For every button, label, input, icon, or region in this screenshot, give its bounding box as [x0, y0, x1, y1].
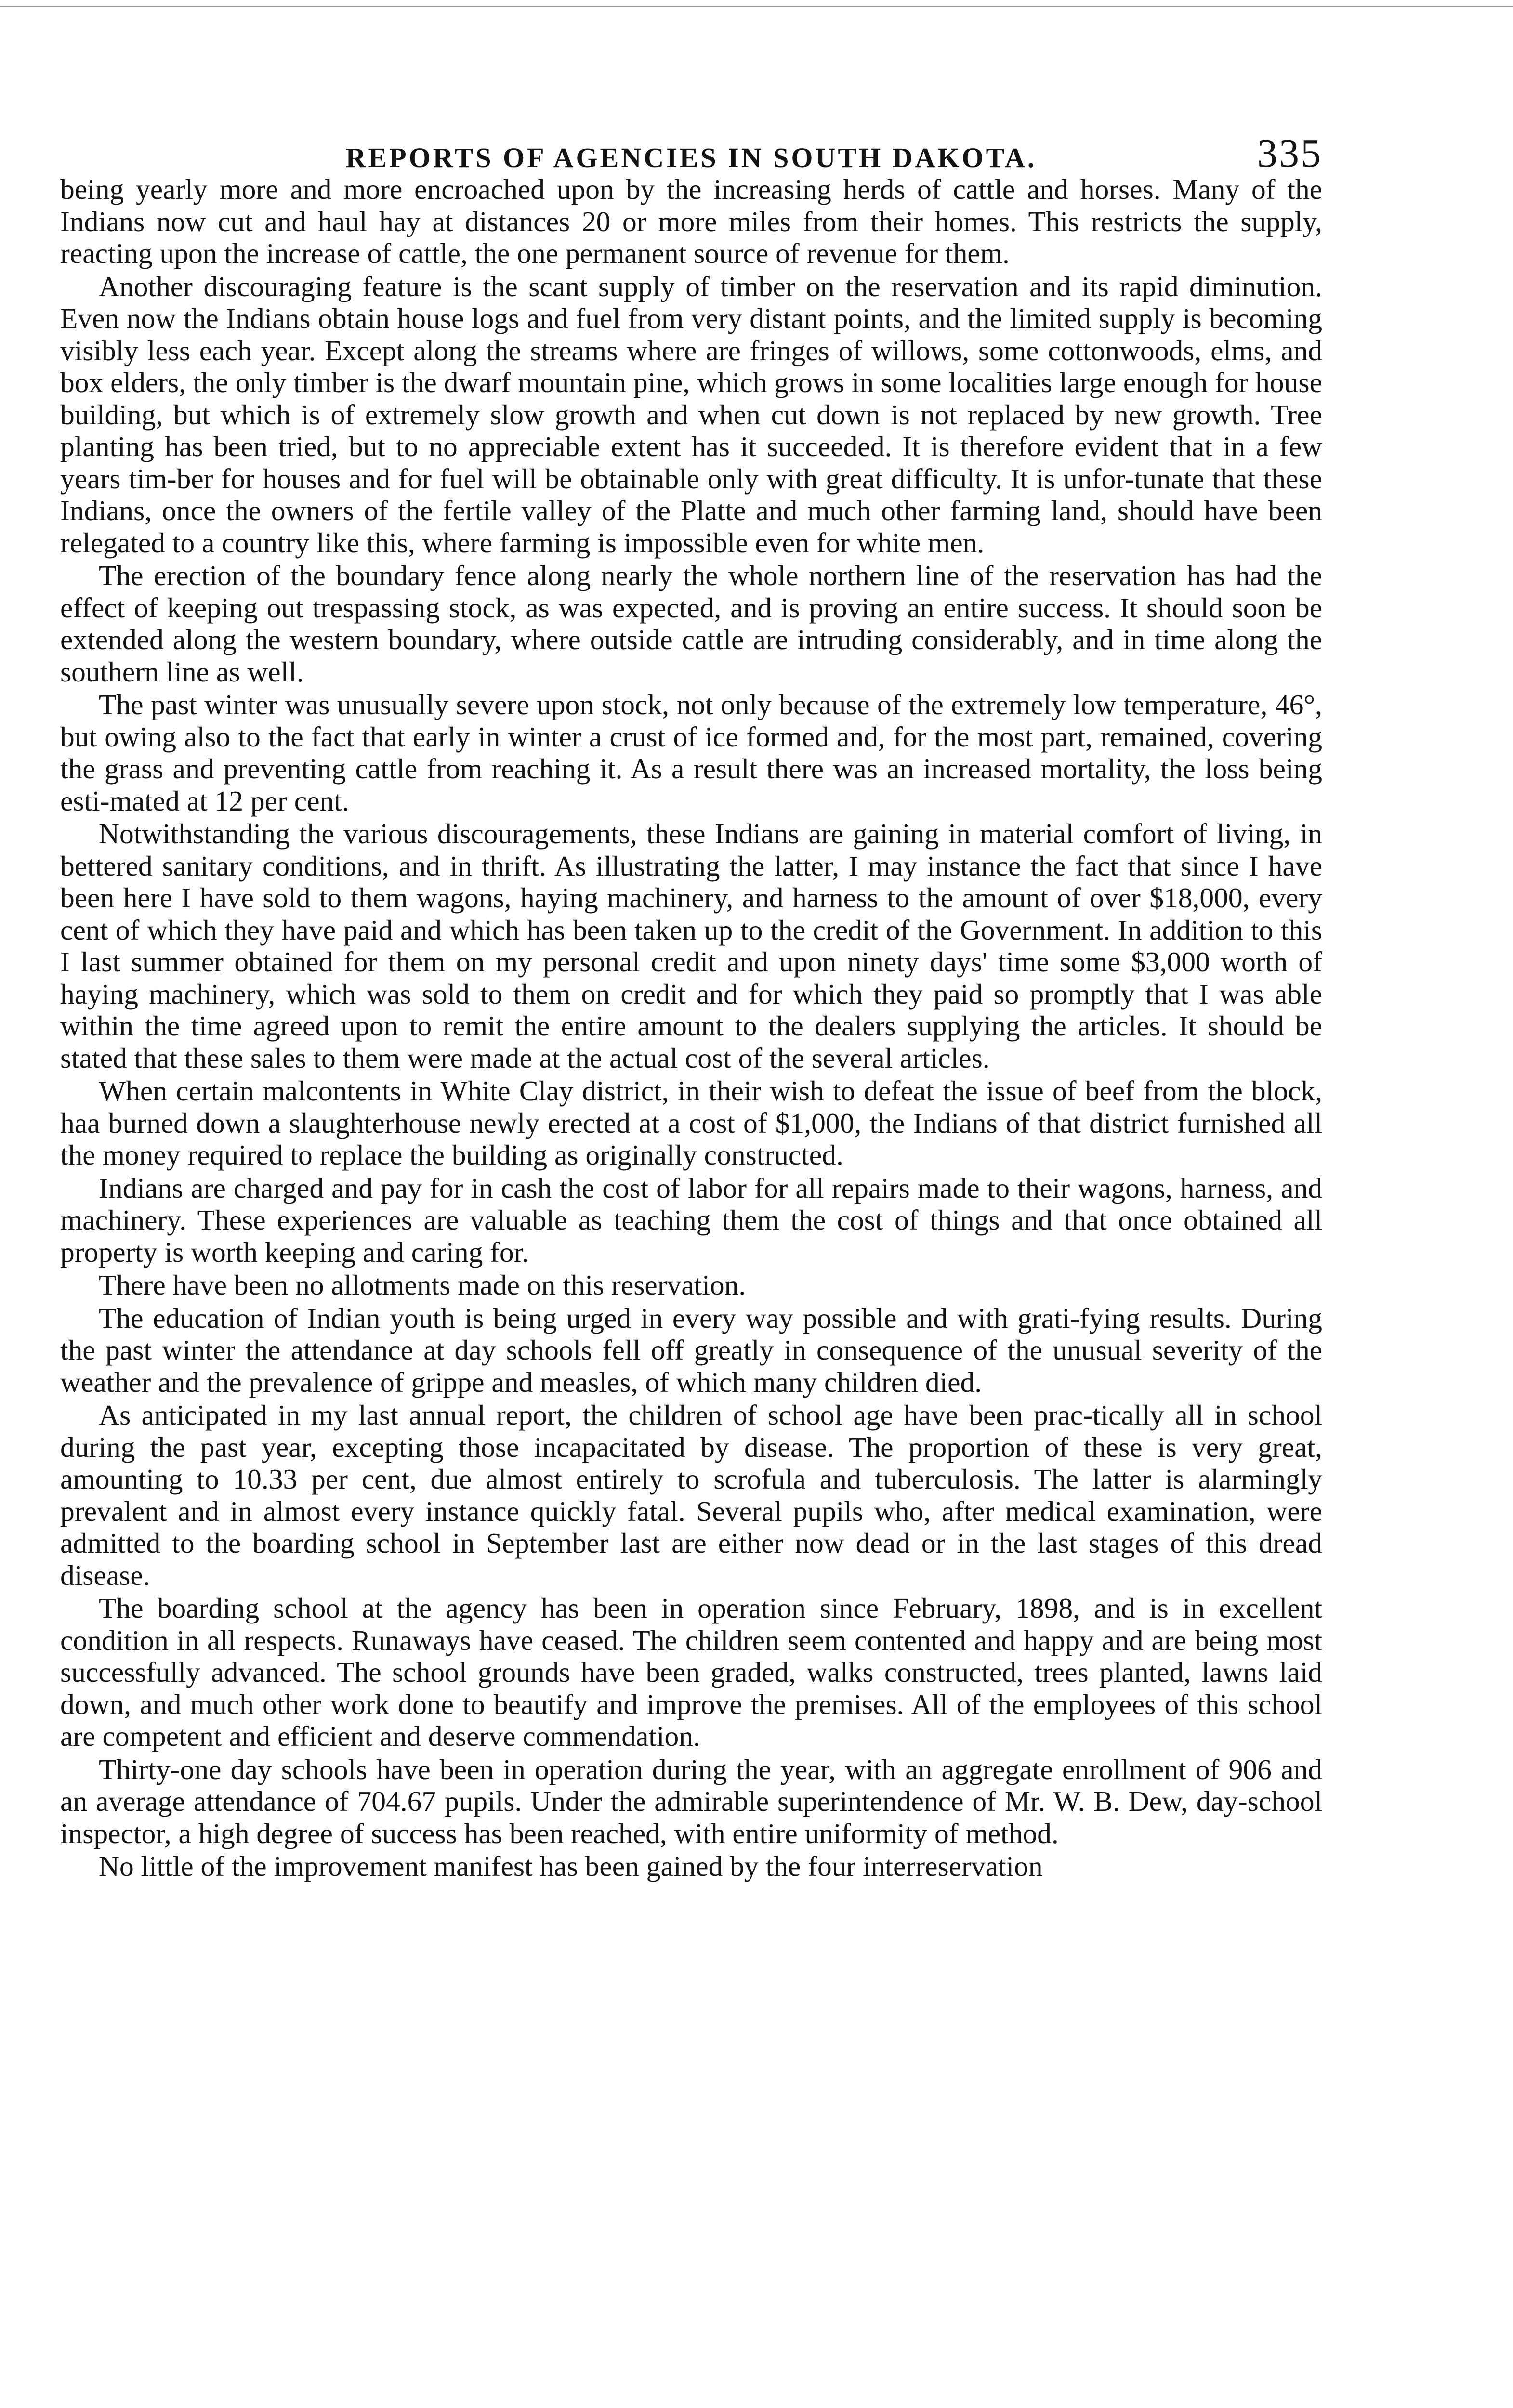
running-title: REPORTS OF AGENCIES IN SOUTH DAKOTA.	[345, 142, 1037, 173]
top-edge-rule	[0, 6, 1513, 7]
paragraph-education: The education of Indian youth is being urged in every way possible and with grati-fying results. During the past winter the attendance at day schools fell off greatly in consequence of the unusual severity of the weather and the prevalence of grippe and measles, of which many children died.	[60, 1302, 1322, 1398]
body-text	[60, 173, 1322, 1883]
paragraph-school-age: As anticipated in my last annual report, the children of school age have been prac-tically all in school during the past year, excepting those incapacitated by disease. The proportion of these is very great, amounting to 10.33 per cent, due almost entirely to scrofula and tuberculosis. The latter is alarmingly prevalent and in almost every instance quickly fatal. Several pupils who, after medical examination, were admitted to the boarding school in September last are either now dead or in the last stages of this dread disease.	[60, 1399, 1322, 1591]
paragraph-day-schools: Thirty-one day schools have been in operation during the year, with an aggregate enrollment of 906 and an average attendance of 704.67 pupils. Under the admirable superintendence of Mr. W. B. Dew, day-school inspector, a high degree of success has been reached, with entire uniformity of method.	[60, 1753, 1322, 1849]
document-page	[60, 111, 1322, 1884]
paragraph-boarding-school: The boarding school at the agency has been in operation since February, 1898, and is in excellent condition in all respects. Runaways have ceased. The children seem contented and happy and are being most successfully advanced. The school grounds have been graded, walks constructed, trees planted, lawns laid down, and much other work done to beautify and improve the premises. All of the employees of this school are competent and efficient and deserve commendation.	[60, 1592, 1322, 1752]
paragraph-winter: The past winter was unusually severe upon stock, not only because of the extremely low temperature, 46°, but owing also to the fact that early in winter a crust of ice formed and, for the most part, remained, covering the grass and preventing cattle from reaching it. As a result there was an increased mortality, the loss being esti-mated at 12 per cent.	[60, 689, 1322, 817]
paragraph-white-clay: When certain malcontents in White Clay district, in their wish to defeat the issue of beef from the block, haa burned down a slaughterhouse newly erected at a cost of $1,000, the Indians of that district furnished all the money required to replace the building as originally constructed.	[60, 1075, 1322, 1171]
paragraph-material-comfort: Notwithstanding the various discouragements, these Indians are gaining in material comfort of living, in bettered sanitary conditions, and in thrift. As illustrating the latter, I may instance the fact that since I have been here I have sold to them wagons, haying machinery, and harness to the amount of over $18,000, every cent of which they have paid and which has been taken up to the credit of the Government. In addition to this I last summer obtained for them on my personal credit and upon ninety days' time some $3,000 worth of haying machinery, which was sold to them on credit and for which they paid so promptly that I was able within the time agreed upon to remit the entire amount to the dealers supplying the articles. It should be stated that these sales to them were made at the actual cost of the several articles.	[60, 818, 1322, 1074]
paragraph-boundary-fence: The erection of the boundary fence along nearly the whole northern line of the reservation has had the effect of keeping out trespassing stock, as was expected, and is proving an entire success. It should soon be extended along the western boundary, where outside cattle are intruding considerably, and in time along the southern line as well.	[60, 560, 1322, 688]
paragraph-continued: being yearly more and more encroached upon by the increasing herds of cattle and horses. Many of the Indians now cut and haul hay at distances 20 or more miles from their homes. This restricts the supply, reacting upon the increase of cattle, the one permanent source of revenue for them.	[60, 173, 1322, 269]
page-number: 335	[1257, 131, 1322, 176]
paragraph-improvement: No little of the improvement manifest has been gained by the four interreservation	[99, 1850, 1043, 1882]
paragraph-timber: Another discouraging feature is the scant supply of timber on the reservation and its rapid diminution. Even now the Indians obtain house logs and fuel from very distant points, and the limited supply is becoming visibly less each year. Except along the streams where are fringes of willows, some cottonwoods, elms, and box elders, the only timber is the dwarf mountain pine, which grows in some localities large enough for house building, but which is of extremely slow growth and when cut down is not replaced by new growth. Tree planting has been tried, but to no appreciable extent has it succeeded. It is therefore evident that in a few years tim-ber for houses and for fuel will be obtainable only with great difficulty. It is unfor-tunate that these Indians, once the owners of the fertile valley of the Platte and much other farming land, should have been relegated to a country like this, where farming is impossible even for white men.	[60, 270, 1322, 559]
paragraph-repairs: Indians are charged and pay for in cash the cost of labor for all repairs made to their wagons, harness, and machinery. These experiences are valuable as teaching them the cost of things and that once obtained all property is worth keeping and caring for.	[60, 1172, 1322, 1268]
running-head	[60, 111, 1322, 176]
paragraph-allotments: There have been no allotments made on this reservation.	[99, 1269, 746, 1301]
